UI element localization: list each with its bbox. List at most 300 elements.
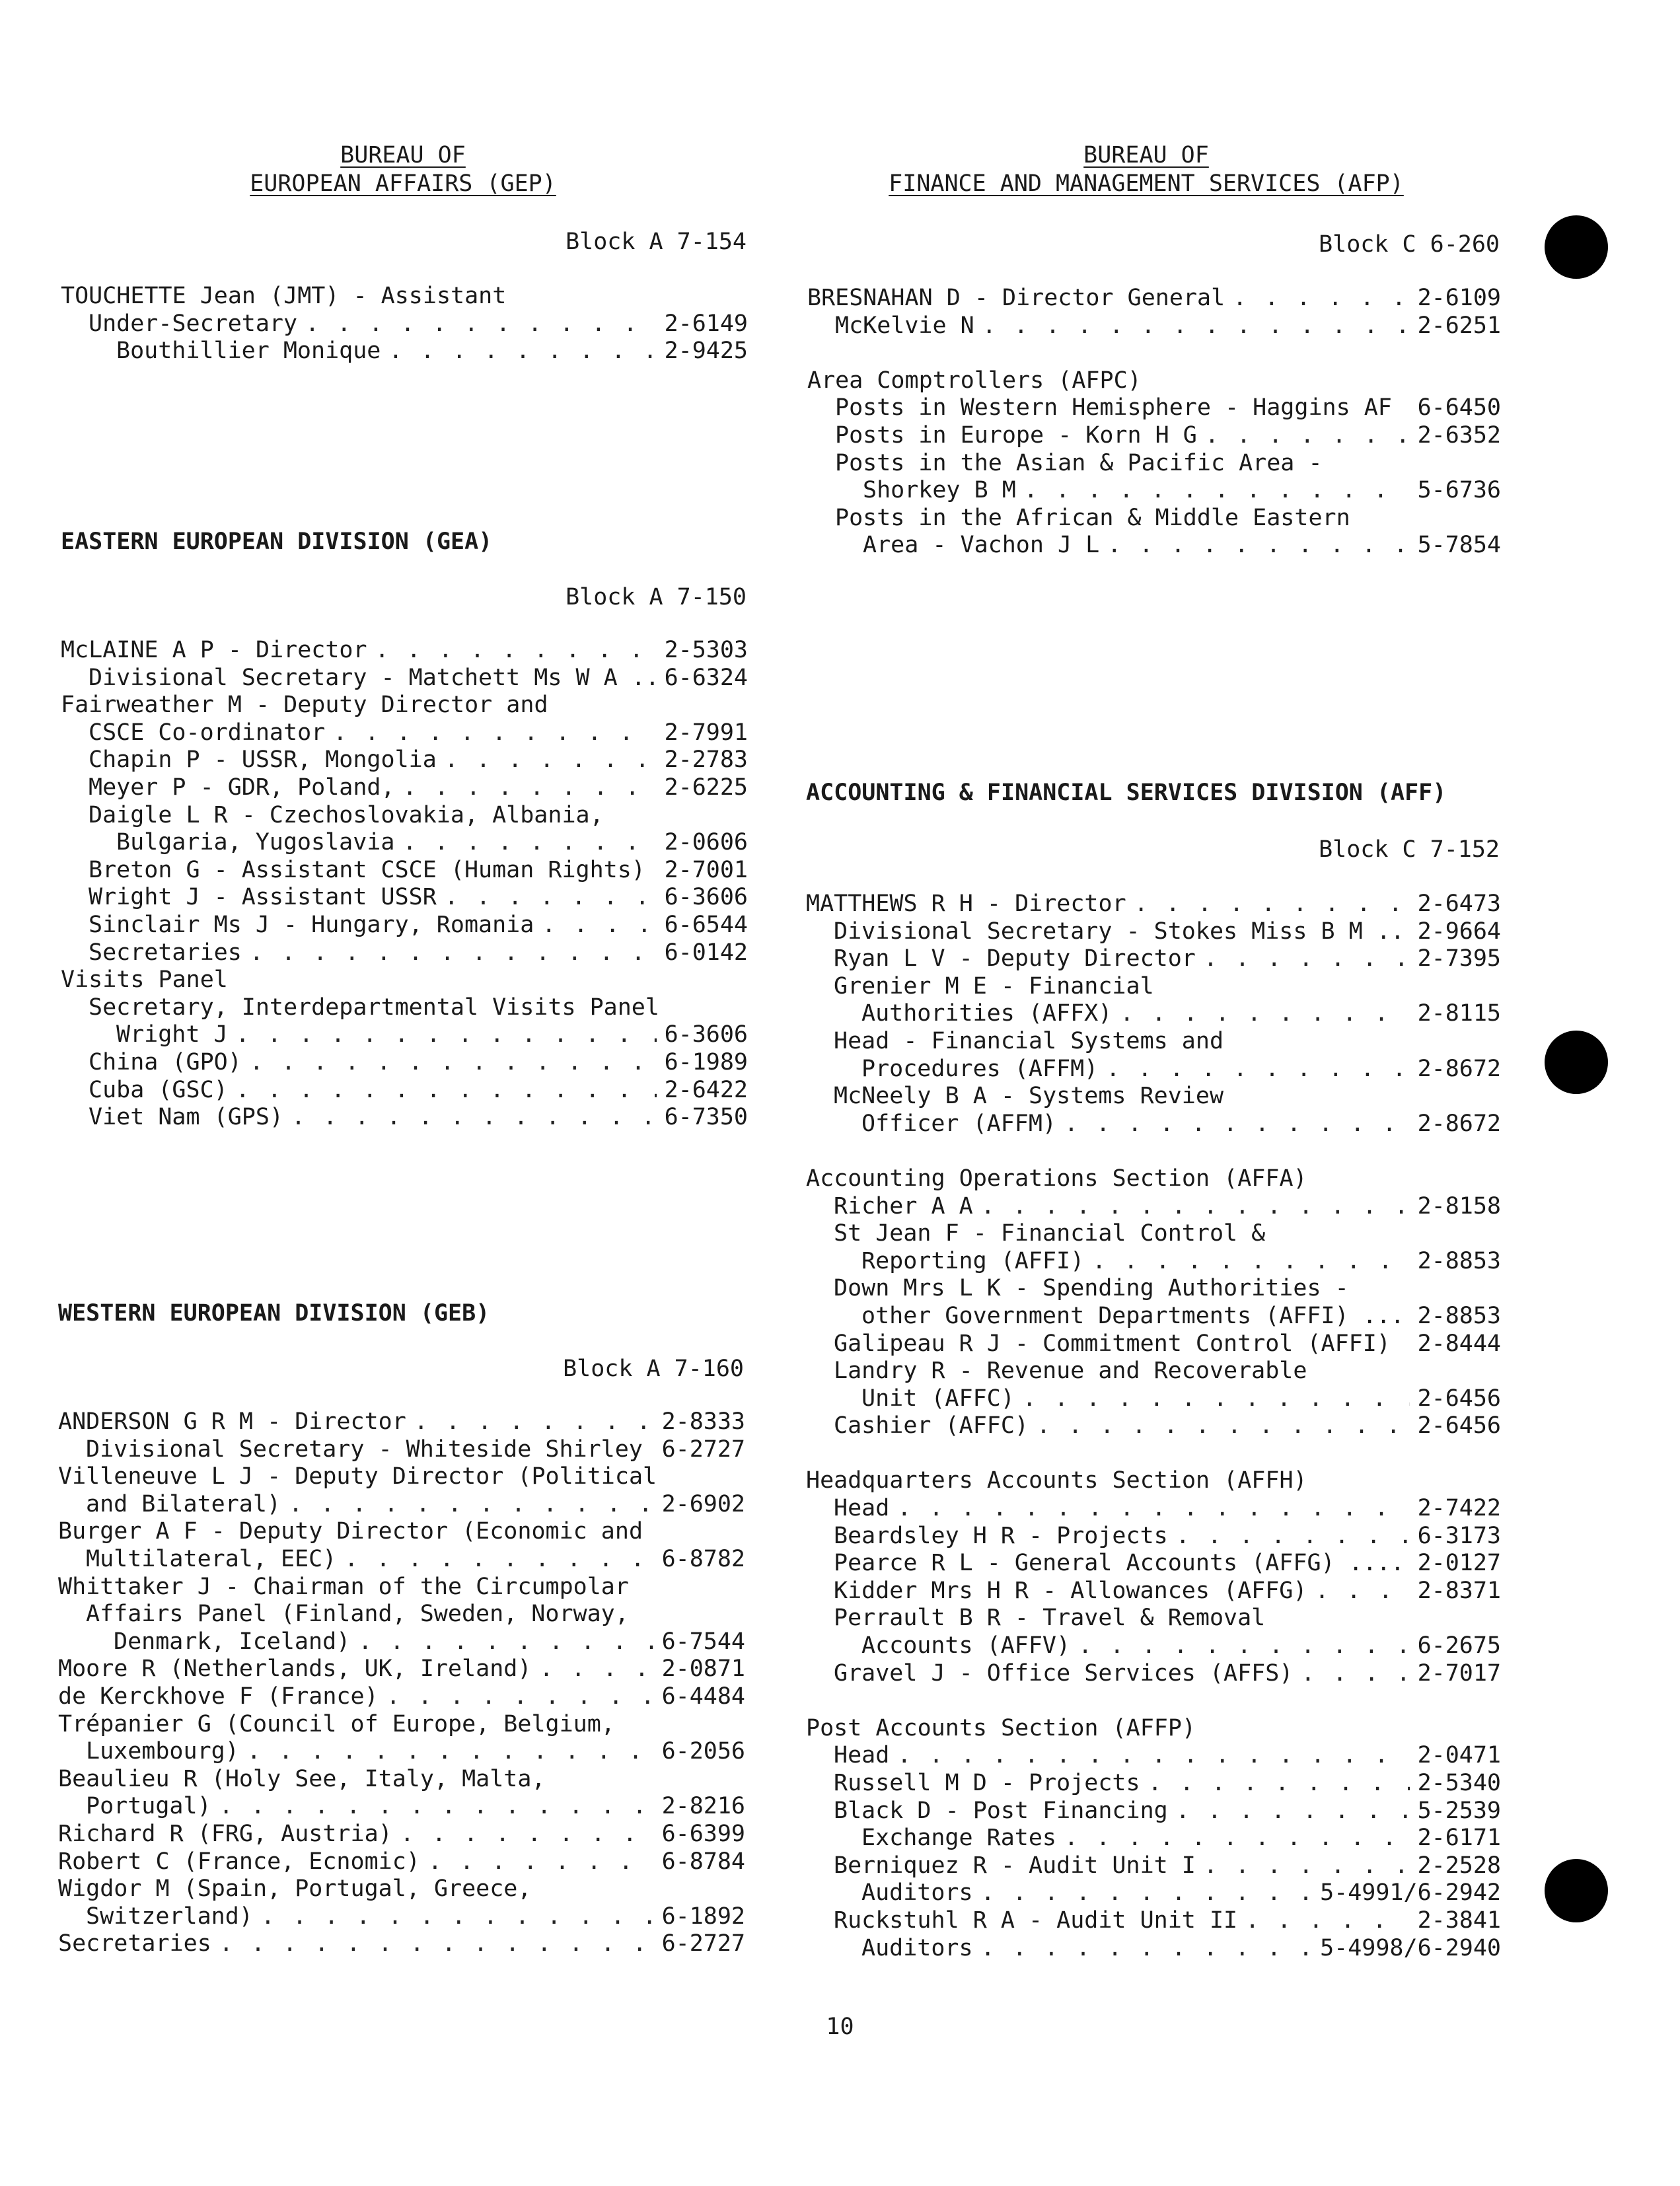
phone-extension: 2-7422 bbox=[1417, 1495, 1501, 1522]
entry-text: Accounting Operations Section (AFFA) bbox=[806, 1165, 1307, 1192]
phone-extension: 6-1989 bbox=[664, 1048, 748, 1075]
entry-text: McLAINE A P - Director bbox=[61, 637, 367, 663]
directory-entry bbox=[58, 1683, 745, 1711]
phone-extension: 2-6251 bbox=[1417, 312, 1501, 339]
entry-text: Trépanier G (Council of Europe, Belgium, bbox=[58, 1710, 615, 1737]
directory-entry bbox=[61, 747, 748, 774]
dot-leader bbox=[1204, 945, 1410, 973]
block-location: Block A 7-154 bbox=[566, 229, 747, 255]
dot-leader bbox=[1107, 532, 1409, 560]
entry-text: Authorities (AFFX) bbox=[861, 1000, 1113, 1027]
dot-leader bbox=[1134, 891, 1410, 918]
entry-text: Visits Panel bbox=[61, 966, 228, 994]
dot-leader bbox=[1024, 477, 1410, 505]
dot-leader bbox=[539, 1656, 653, 1683]
right-column bbox=[793, 0, 1519, 2186]
dot-leader bbox=[236, 1077, 657, 1105]
entry-text: Berniquez R - Audit Unit I bbox=[834, 1852, 1196, 1879]
dot-leader bbox=[897, 1495, 1409, 1523]
directory-entry bbox=[806, 1083, 1501, 1111]
phone-extension: 2-6473 bbox=[1417, 891, 1501, 917]
eastern-block-location: Block A 7-150 bbox=[566, 584, 747, 610]
entry-text: Cuba (GSC) bbox=[89, 1076, 228, 1103]
entry-text: Meyer P - GDR, Poland, bbox=[89, 774, 395, 801]
entry-text: Auditors bbox=[861, 1879, 973, 1907]
directory-entry bbox=[58, 1876, 745, 1903]
entry-text: Posts in Europe - Korn H G bbox=[835, 421, 1197, 449]
directory-entry bbox=[58, 1930, 745, 1958]
entry-text: Posts in the Asian & Pacific Area - bbox=[835, 449, 1323, 476]
phone-extension: 2-6225 bbox=[664, 774, 748, 801]
directory-entry bbox=[58, 1656, 745, 1683]
phone-extension: 5-7854 bbox=[1417, 532, 1501, 559]
dot-leader bbox=[445, 747, 657, 774]
entry-text: Wigdor M (Spain, Portugal, Greece, bbox=[58, 1876, 532, 1903]
dot-leader bbox=[375, 637, 657, 665]
phone-extension: 6-8784 bbox=[661, 1848, 745, 1875]
directory-entry bbox=[807, 422, 1501, 450]
phone-extension: 2-8853 bbox=[1417, 1302, 1501, 1329]
dot-leader bbox=[981, 1935, 1312, 1963]
phone-extension: 2-6109 bbox=[1417, 285, 1501, 311]
entry-text: Divisional Secretary - Matchett Ms W A .. bbox=[89, 664, 659, 691]
phone-extension: 6-6450 bbox=[1417, 394, 1501, 421]
phone-extension: 2-3841 bbox=[1417, 1907, 1501, 1934]
phone-extension: 5-4998/6-2940 bbox=[1320, 1934, 1501, 1961]
phone-extension: 6-0142 bbox=[664, 939, 748, 966]
directory-entry bbox=[61, 966, 748, 994]
directory-entry bbox=[58, 1436, 745, 1464]
directory-entry bbox=[806, 1852, 1501, 1880]
dot-leader bbox=[1205, 422, 1410, 450]
directory-entry bbox=[61, 884, 748, 912]
directory-entry bbox=[806, 918, 1501, 946]
directory-entry bbox=[806, 1550, 1501, 1578]
phone-extension: 2-0606 bbox=[664, 829, 748, 856]
bureau-european-title bbox=[59, 141, 747, 198]
left-column bbox=[0, 0, 753, 2186]
directory-entry bbox=[806, 1660, 1501, 1688]
dot-leader bbox=[1106, 1056, 1409, 1083]
directory-entry bbox=[61, 1021, 748, 1049]
phone-extension: 5-6736 bbox=[1417, 477, 1501, 504]
entry-text: McKelvie N bbox=[835, 312, 974, 339]
directory-entry bbox=[61, 1077, 748, 1105]
entry-text: Ryan L V - Deputy Director bbox=[834, 945, 1196, 972]
phone-extension: 2-6456 bbox=[1417, 1385, 1501, 1412]
dot-leader bbox=[250, 1049, 657, 1077]
phone-extension: 6-2056 bbox=[661, 1738, 745, 1765]
phone-extension: 6-2727 bbox=[661, 1930, 745, 1957]
directory-entry bbox=[806, 1632, 1501, 1660]
directory-entry bbox=[806, 973, 1501, 1001]
entry-text: Divisional Secretary - Stokes Miss B M .. bbox=[834, 918, 1405, 945]
entry-text: Richer A A bbox=[834, 1192, 973, 1220]
directory-entry bbox=[807, 450, 1501, 478]
entry-text: Cashier (AFFC) bbox=[834, 1412, 1029, 1439]
entry-text: Burger A F - Deputy Director (Economic and bbox=[58, 1518, 643, 1545]
directory-entry bbox=[58, 1601, 745, 1628]
phone-extension: 2-7991 bbox=[664, 719, 748, 746]
entry-text: Wright J - Assistant USSR bbox=[89, 884, 437, 911]
western-division-heading: WESTERN EUROPEAN DIVISION (GEB) bbox=[58, 1300, 490, 1327]
phone-extension: 2-9425 bbox=[664, 338, 748, 365]
dot-leader bbox=[1176, 1523, 1410, 1550]
dot-leader bbox=[261, 1903, 654, 1931]
dot-leader bbox=[289, 1491, 654, 1519]
directory-entry bbox=[806, 1742, 1501, 1770]
phone-extension: 2-0471 bbox=[1417, 1742, 1501, 1769]
directory-entry bbox=[807, 312, 1501, 340]
entry-text: Accounts (AFFV) bbox=[861, 1632, 1071, 1659]
directory-entry bbox=[61, 829, 748, 857]
phone-extension: 2-6422 bbox=[664, 1076, 748, 1103]
directory-entry bbox=[58, 1408, 745, 1436]
phone-extension: 2-8853 bbox=[1417, 1247, 1501, 1274]
phone-extension: 6-6324 bbox=[664, 664, 748, 691]
western-division-entries bbox=[58, 1408, 745, 1958]
phone-extension: 2-5303 bbox=[664, 637, 748, 663]
phone-extension: 2-2528 bbox=[1417, 1852, 1501, 1879]
dot-leader bbox=[428, 1848, 654, 1876]
entry-text: Wright J bbox=[116, 1021, 228, 1048]
dot-leader bbox=[1245, 1907, 1409, 1935]
phone-extension: 2-7017 bbox=[1417, 1659, 1501, 1687]
entry-text: Grenier M E - Financial bbox=[834, 972, 1154, 1000]
directory-entry bbox=[806, 1000, 1501, 1028]
directory-entry bbox=[58, 1628, 745, 1656]
directory-entry bbox=[806, 1907, 1501, 1935]
phone-extension: 6-2675 bbox=[1417, 1632, 1501, 1659]
entry-text: Daigle L R - Czechoslovakia, Albania, bbox=[89, 801, 604, 828]
entry-text: TOUCHETTE Jean (JMT) - Assistant bbox=[61, 283, 507, 309]
entry-text: Robert C (France, Ecnomic) bbox=[58, 1848, 420, 1875]
entry-text: Ruckstuhl R A - Audit Unit II bbox=[834, 1907, 1238, 1934]
entry-text: Post Accounts Section (AFFP) bbox=[806, 1714, 1196, 1741]
directory-entry bbox=[61, 857, 748, 885]
phone-extension: 2-6171 bbox=[1417, 1825, 1501, 1852]
entry-text: Perrault B R - Travel & Removal bbox=[834, 1605, 1266, 1632]
directory-entry bbox=[806, 1715, 1501, 1743]
dot-leader bbox=[386, 1683, 654, 1711]
punch-hole-bottom bbox=[1545, 1859, 1608, 1922]
phone-extension: 2-0871 bbox=[661, 1656, 745, 1683]
page-number: 10 bbox=[826, 2014, 854, 2040]
phone-extension: 2-5340 bbox=[1417, 1770, 1501, 1796]
title-line-1: BUREAU OF bbox=[340, 142, 466, 168]
directory-entry bbox=[806, 1220, 1501, 1248]
dot-leader bbox=[981, 1193, 1410, 1221]
directory-entry bbox=[806, 1467, 1501, 1495]
entry-text: Beardsley H R - Projects bbox=[834, 1522, 1168, 1549]
phone-extension: 5-4991/6-2942 bbox=[1320, 1879, 1501, 1907]
directory-entry bbox=[806, 1330, 1501, 1358]
dot-leader bbox=[388, 338, 656, 365]
bureau-finance-entries bbox=[807, 285, 1501, 560]
directory-entry bbox=[806, 1770, 1501, 1798]
dot-leader bbox=[1064, 1825, 1410, 1852]
accounting-division-heading: ACCOUNTING & FINANCIAL SERVICES DIVISION (AFF) bbox=[806, 780, 1447, 806]
phone-extension: 2-8333 bbox=[661, 1408, 745, 1435]
entry-text: Denmark, Iceland) bbox=[114, 1628, 351, 1655]
entry-text: CSCE Co-ordinator bbox=[89, 719, 326, 746]
phone-extension: 2-8371 bbox=[1417, 1577, 1501, 1604]
dot-leader bbox=[1148, 1770, 1410, 1798]
entry-text: other Government Departments (AFFI) ... bbox=[861, 1302, 1405, 1329]
phone-extension: 2-8158 bbox=[1417, 1192, 1501, 1220]
entry-text: Divisional Secretary - Whiteside Shirley bbox=[86, 1436, 643, 1463]
directory-entry bbox=[806, 1193, 1501, 1221]
directory-entry bbox=[58, 1463, 745, 1491]
entry-text: Switzerland) bbox=[86, 1903, 253, 1930]
directory-entry bbox=[58, 1574, 745, 1601]
entry-text: Unit (AFFC) bbox=[861, 1385, 1015, 1412]
entry-text: Procedures (AFFM) bbox=[861, 1055, 1099, 1082]
directory-entry bbox=[61, 719, 748, 747]
directory-entry bbox=[806, 1523, 1501, 1550]
phone-extension: 2-8115 bbox=[1417, 1000, 1501, 1027]
dot-leader bbox=[414, 1408, 654, 1436]
accounting-division-entries bbox=[806, 891, 1501, 1962]
phone-extension: 2-7001 bbox=[664, 856, 748, 883]
directory-entry bbox=[806, 1275, 1501, 1303]
block-location: Block C 6-260 bbox=[1319, 231, 1500, 258]
directory-entry bbox=[806, 891, 1501, 918]
directory-entry bbox=[806, 945, 1501, 973]
entry-text: and Bilateral) bbox=[86, 1490, 281, 1517]
entry-text: Luxembourg) bbox=[86, 1738, 239, 1765]
directory-entry bbox=[806, 1248, 1501, 1276]
directory-entry bbox=[806, 1798, 1501, 1825]
directory-entry bbox=[806, 1358, 1501, 1385]
directory-entry bbox=[807, 394, 1501, 422]
dot-leader bbox=[981, 1879, 1312, 1907]
dot-leader bbox=[250, 939, 657, 967]
phone-extension: 2-9664 bbox=[1417, 918, 1501, 945]
directory-entry bbox=[806, 1879, 1501, 1907]
dot-leader bbox=[344, 1546, 653, 1574]
entry-text: Richard R (FRG, Austria) bbox=[58, 1820, 392, 1847]
directory-entry bbox=[806, 1825, 1501, 1852]
entry-text: Down Mrs L K - Spending Authorities - bbox=[834, 1275, 1349, 1302]
directory-entry bbox=[58, 1711, 745, 1739]
entry-text: Auditors bbox=[861, 1934, 973, 1961]
directory-entry bbox=[61, 802, 748, 830]
phone-extension: 2-6902 bbox=[661, 1490, 745, 1517]
directory-entry bbox=[61, 665, 748, 692]
phone-extension: 6-8782 bbox=[661, 1545, 745, 1572]
entry-text: Headquarters Accounts Section (AFFH) bbox=[806, 1467, 1307, 1494]
entry-text: Pearce R L - General Accounts (AFFG) .... bbox=[834, 1550, 1405, 1577]
entry-text: de Kerckhove F (France) bbox=[58, 1683, 379, 1710]
directory-entry bbox=[58, 1821, 745, 1848]
entry-text: Multilateral, EEC) bbox=[86, 1545, 337, 1572]
spacer bbox=[806, 1138, 1501, 1165]
directory-entry bbox=[807, 477, 1501, 505]
dot-leader bbox=[402, 829, 656, 857]
entry-text: Sinclair Ms J - Hungary, Romania bbox=[89, 911, 534, 938]
directory-entry bbox=[58, 1903, 745, 1931]
directory-entry bbox=[61, 1104, 748, 1132]
directory-entry bbox=[806, 1578, 1501, 1605]
phone-extension: 6-3606 bbox=[664, 884, 748, 911]
title-line-2: FINANCE AND MANAGEMENT SERVICES (AFP) bbox=[889, 170, 1404, 197]
entry-text: Area - Vachon J L bbox=[863, 532, 1100, 559]
entry-text: Russell M D - Projects bbox=[834, 1770, 1140, 1796]
phone-extension: 2-6149 bbox=[664, 310, 748, 337]
phone-extension: 6-2727 bbox=[661, 1436, 745, 1463]
directory-entry bbox=[807, 367, 1501, 395]
dot-leader bbox=[542, 912, 656, 939]
phone-extension: 6-6399 bbox=[661, 1820, 745, 1847]
entry-text: Secretary, Interdepartmental Visits Panel bbox=[89, 994, 659, 1021]
entry-text: Kidder Mrs H R - Allowances (AFFG) bbox=[834, 1577, 1307, 1604]
directory-entry bbox=[58, 1738, 745, 1766]
entry-text: Head bbox=[834, 1742, 890, 1769]
directory-entry bbox=[58, 1793, 745, 1821]
title-line-1: BUREAU OF bbox=[1083, 142, 1209, 168]
entry-text: Moore R (Netherlands, UK, Ireland) bbox=[58, 1656, 532, 1683]
dot-leader bbox=[1064, 1111, 1410, 1138]
phone-extension: 6-7350 bbox=[664, 1104, 748, 1131]
phone-extension: 2-6352 bbox=[1417, 421, 1501, 449]
dot-leader bbox=[1315, 1578, 1409, 1605]
dot-leader bbox=[1233, 285, 1409, 312]
entry-text: St Jean F - Financial Control & bbox=[834, 1220, 1266, 1247]
directory-entry bbox=[61, 310, 748, 338]
entry-text: Gravel J - Office Services (AFFS) bbox=[834, 1659, 1294, 1687]
directory-entry bbox=[807, 532, 1501, 560]
directory-entry bbox=[58, 1766, 745, 1794]
dot-leader bbox=[1301, 1660, 1409, 1688]
directory-entry bbox=[806, 1303, 1501, 1330]
directory-entry bbox=[61, 994, 748, 1022]
phone-extension: 2-2783 bbox=[664, 747, 748, 774]
entry-text: Landry R - Revenue and Recoverable bbox=[834, 1358, 1307, 1385]
entry-text: Shorkey B M bbox=[863, 477, 1016, 504]
spacer bbox=[807, 340, 1501, 367]
eastern-division-heading: EASTERN EUROPEAN DIVISION (GEA) bbox=[61, 528, 493, 555]
dot-leader bbox=[1023, 1385, 1410, 1413]
directory-entry bbox=[61, 774, 748, 802]
entry-text: Viet Nam (GPS) bbox=[89, 1104, 284, 1131]
entry-text: Breton G - Assistant CSCE (Human Rights) bbox=[89, 856, 645, 883]
phone-extension: 5-2539 bbox=[1417, 1797, 1501, 1824]
entry-text: Galipeau R J - Commitment Control (AFFI) bbox=[834, 1330, 1391, 1357]
entry-text: Portugal) bbox=[86, 1793, 211, 1820]
phone-extension: 2-8444 bbox=[1417, 1330, 1501, 1357]
directory-entry bbox=[806, 1056, 1501, 1083]
entry-text: Reporting (AFFI) bbox=[861, 1247, 1085, 1274]
directory-entry bbox=[61, 283, 748, 310]
dot-leader bbox=[400, 1821, 654, 1848]
dot-leader bbox=[897, 1742, 1409, 1770]
entry-text: Chapin P - USSR, Mongolia bbox=[89, 747, 437, 774]
accounting-block-location: Block C 7-152 bbox=[1319, 836, 1500, 863]
dot-leader bbox=[1120, 1000, 1409, 1028]
dot-leader bbox=[219, 1930, 654, 1958]
phone-extension: 2-8672 bbox=[1417, 1110, 1501, 1137]
phone-extension: 2-0127 bbox=[1417, 1550, 1501, 1577]
entry-text: Beaulieu R (Holy See, Italy, Malta, bbox=[58, 1765, 546, 1792]
phone-extension: 2-8672 bbox=[1417, 1055, 1501, 1082]
phone-extension: 6-3173 bbox=[1417, 1522, 1501, 1549]
entry-text: Black D - Post Financing bbox=[834, 1797, 1168, 1824]
phone-extension: 6-7544 bbox=[661, 1628, 745, 1655]
dot-leader bbox=[305, 310, 656, 338]
dot-leader bbox=[445, 884, 657, 912]
directory-entry bbox=[806, 1605, 1501, 1632]
entry-text: Secretaries bbox=[89, 939, 242, 966]
dot-leader bbox=[1078, 1632, 1409, 1660]
entry-text: Head bbox=[834, 1495, 890, 1522]
spacer bbox=[806, 1440, 1501, 1468]
phone-extension: 6-4484 bbox=[661, 1683, 745, 1710]
directory-entry bbox=[61, 637, 748, 665]
directory-entry bbox=[806, 1028, 1501, 1056]
dot-leader bbox=[1092, 1248, 1409, 1276]
dot-leader bbox=[236, 1021, 657, 1049]
directory-entry bbox=[807, 505, 1501, 532]
entry-text: Officer (AFFM) bbox=[861, 1110, 1057, 1137]
directory-entry bbox=[61, 338, 748, 365]
entry-text: BRESNAHAN D - Director General bbox=[807, 285, 1225, 311]
directory-entry bbox=[58, 1491, 745, 1519]
dot-leader bbox=[1176, 1798, 1410, 1825]
dot-leader bbox=[1204, 1852, 1410, 1880]
phone-extension: 6-3606 bbox=[664, 1021, 748, 1048]
entry-text: Villeneuve L J - Deputy Director (Political bbox=[58, 1463, 657, 1490]
dot-leader bbox=[219, 1793, 654, 1821]
directory-entry bbox=[61, 939, 748, 967]
directory-entry bbox=[806, 1412, 1501, 1440]
title-line-2: EUROPEAN AFFAIRS (GEP) bbox=[250, 170, 556, 197]
dot-leader bbox=[358, 1628, 653, 1656]
directory-entry bbox=[806, 1495, 1501, 1523]
dot-leader bbox=[403, 774, 657, 802]
directory-entry bbox=[61, 692, 748, 719]
entry-text: Posts in the African & Middle Eastern bbox=[835, 504, 1350, 531]
directory-entry bbox=[61, 912, 748, 939]
bureau-european-entries bbox=[61, 283, 748, 365]
entry-text: Fairweather M - Deputy Director and bbox=[61, 692, 548, 719]
entry-text: ANDERSON G R M - Director bbox=[58, 1408, 406, 1435]
bureau-finance-title bbox=[793, 141, 1500, 198]
western-block-location: Block A 7-160 bbox=[563, 1356, 744, 1382]
dot-leader bbox=[982, 312, 1410, 340]
entry-text: McNeely B A - Systems Review bbox=[834, 1083, 1224, 1110]
directory-entry bbox=[61, 1049, 748, 1077]
entry-text: Whittaker J - Chairman of the Circumpolar bbox=[58, 1573, 629, 1600]
entry-text: Secretaries bbox=[58, 1930, 211, 1957]
eastern-division-entries bbox=[61, 637, 748, 1132]
phone-extension: 6-6544 bbox=[664, 911, 748, 938]
dot-leader bbox=[1037, 1412, 1410, 1440]
entry-text: Under-Secretary bbox=[89, 310, 298, 337]
entry-text: Bouthillier Monique bbox=[116, 338, 381, 365]
punch-hole-middle bbox=[1545, 1031, 1608, 1094]
entry-text: Bulgaria, Yugoslavia bbox=[116, 829, 395, 856]
directory-entry bbox=[58, 1546, 745, 1574]
dot-leader bbox=[291, 1104, 657, 1132]
directory-entry bbox=[806, 1385, 1501, 1413]
punch-hole-top bbox=[1545, 215, 1608, 279]
entry-text: Area Comptrollers (AFPC) bbox=[807, 367, 1142, 394]
directory-entry bbox=[58, 1848, 745, 1876]
entry-text: China (GPO) bbox=[89, 1048, 242, 1075]
directory-entry bbox=[806, 1165, 1501, 1193]
entry-text: Head - Financial Systems and bbox=[834, 1027, 1224, 1054]
